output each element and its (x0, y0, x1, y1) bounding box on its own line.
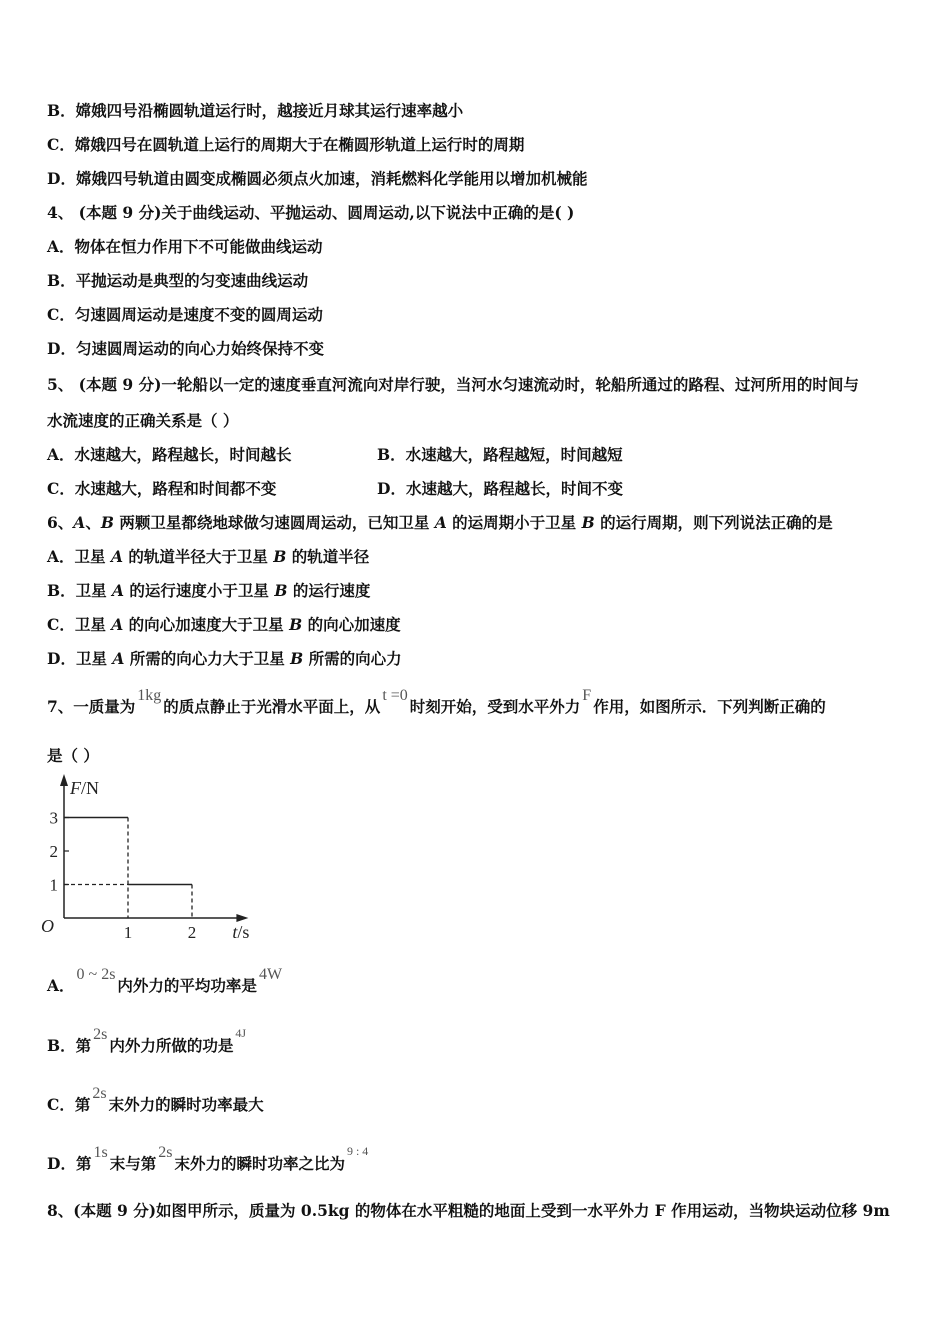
q6-option-var: A (112, 581, 125, 600)
x-axis-label (232, 922, 249, 942)
q7-text: 7、一质量为 (47, 697, 136, 716)
q7-math-interval: 2s (92, 1085, 107, 1102)
q4-option-a: A．物体在恒力作用下不可能做曲线运动 (47, 237, 323, 256)
q4-option-d: D．匀速圆周运动的向心力始终保持不变 (47, 339, 324, 358)
x-axis-unit: /s (237, 922, 250, 942)
q6-option-mid: 的向心加速度大于卫星 (123, 615, 290, 634)
q7-math-interval: 0 ~ 2s (76, 966, 116, 983)
q6-option-mid: 所需的向心力大于卫星 (124, 649, 291, 668)
q5-option-a: A．水速越大，路程越长，时间越长 (47, 445, 292, 464)
q6-option-d (47, 648, 402, 670)
q7-text: 的质点静止于光滑水平面上，从 (163, 697, 381, 716)
q6-option-var: B (274, 581, 288, 600)
q7-stem-line2: 是（ ） (47, 746, 99, 765)
q5-option-c: C．水速越大，路程和时间都不变 (47, 479, 277, 498)
q6-number: 6、 (47, 513, 74, 532)
q6-var-a: A (73, 513, 86, 532)
q6-option-a (47, 546, 369, 568)
q6-option-mid: 的轨道半径大于卫星 (122, 547, 274, 566)
q7-option-label: B．第 (47, 1036, 92, 1055)
q7-math-power: 4W (258, 966, 283, 983)
q5-stem-line2: 水流速度的正确关系是（ ） (47, 411, 239, 430)
q7-option-label: D．第 (47, 1154, 92, 1173)
q6-option-var: B (290, 649, 304, 668)
q6-option-mid: 的运行速度小于卫星 (124, 581, 275, 600)
q6-option-var: B (273, 547, 287, 566)
q4-option-c: C．匀速圆周运动是速度不变的圆周运动 (47, 305, 323, 324)
q8-stem: 8、(本题 9 分)如图甲所示，质量为 0.5kg 的物体在水平粗糙的地面上受到一水平外力 F 作用运动，当物块运动位移 9m (47, 1201, 890, 1220)
q6-option-end: 的运行速度 (287, 581, 371, 600)
q6-stem-mid2: 的运周期小于卫星 (446, 513, 582, 532)
q6-option-label: B．卫星 (47, 581, 112, 600)
q7-math-interval: 1s (93, 1144, 108, 1161)
q3-option-c: C．嫦娥四号在圆轨道上运行的周期大于在椭圆形轨道上运行时的周期 (47, 135, 525, 154)
q6-option-var: A (111, 615, 124, 634)
q7-option-d (47, 1144, 370, 1176)
x-tick-label: 1 (123, 923, 133, 942)
q6-option-var: A (110, 547, 123, 566)
q7-text: 作用，如图所示．下列判断正确的 (593, 697, 826, 716)
graph-marks (64, 818, 192, 919)
y-tick-label: 2 (49, 842, 58, 861)
q6-separator: 、 (85, 513, 101, 532)
y-tick-label: 1 (49, 875, 58, 895)
q6-var-b2: B (581, 513, 595, 532)
q6-option-var: B (289, 615, 303, 634)
q7-math-mass: 1kg (137, 687, 162, 704)
q3-option-b: B．嫦娥四号沿椭圆轨道运行时，越接近月球其运行速率越小 (47, 101, 464, 120)
y-axis-var: F (70, 778, 81, 798)
q6-option-end: 的向心加速度 (302, 615, 401, 634)
q7-option-c (47, 1085, 264, 1117)
q6-stem-end: 的运行周期，则下列说法正确的是 (594, 513, 833, 532)
origin-label: O (41, 916, 54, 936)
q7-stem-line1 (47, 687, 826, 719)
q6-var-a2: A (434, 513, 447, 532)
y-axis-arrow (60, 774, 68, 786)
q7-option-text: 末与第 (109, 1154, 157, 1173)
q6-option-var: A (112, 649, 125, 668)
q6-option-label: A．卫星 (47, 547, 111, 566)
q6-stem (47, 512, 833, 534)
q7-math-interval: 2s (93, 1026, 108, 1043)
q7-math-ratio: 9 : 4 (346, 1144, 369, 1158)
q7-math-interval: 2s (158, 1144, 173, 1161)
q6-option-end: 所需的向心力 (303, 649, 402, 668)
q6-option-label: D．卫星 (47, 649, 113, 668)
q7-text: 时刻开始，受到水平外力 (409, 697, 581, 716)
x-axis-arrow (236, 914, 248, 922)
q6-stem-mid: 两颗卫星都绕地球做匀速圆周运动，已知卫星 (113, 513, 435, 532)
x-axis-var: t (232, 922, 238, 942)
q6-option-c (47, 614, 401, 636)
q7-math-force: F (582, 687, 592, 704)
y-axis-label (69, 778, 99, 798)
q7-option-text: 内外力所做的功是 (109, 1036, 234, 1055)
y-tick-label: 3 (49, 808, 58, 828)
q5-option-d: D．水速越大，路程越长，时间不变 (377, 479, 623, 498)
q7-option-label: A． (47, 976, 75, 995)
q7-option-label: C．第 (47, 1095, 91, 1114)
q7-option-b (47, 1026, 248, 1058)
force-time-graph (40, 772, 260, 947)
q6-option-label: C．卫星 (47, 615, 112, 634)
q7-option-text: 内外力的平均功率是 (117, 976, 257, 995)
q6-option-b (47, 580, 370, 602)
q5-option-b: B．水速越大，路程越短，时间越短 (377, 445, 623, 464)
q7-option-text: 末外力的瞬时功率之比为 (174, 1154, 345, 1173)
q7-math-time: t =0 (382, 687, 408, 704)
q7-option-a (47, 966, 284, 998)
q7-math-work: 4J (235, 1026, 247, 1040)
q3-option-d: D．嫦娥四号轨道由圆变成椭圆必须点火加速，消耗燃料化学能用以增加机械能 (47, 169, 588, 188)
q4-option-b: B．平抛运动是典型的匀变速曲线运动 (47, 271, 309, 290)
x-tick-label: 2 (187, 923, 197, 942)
q6-var-b: B (100, 513, 114, 532)
q4-stem: 4、 (本题 9 分)关于曲线运动、平抛运动、圆周运动,以下说法中正确的是( ) (47, 203, 575, 222)
q7-option-text: 末外力的瞬时功率最大 (108, 1095, 264, 1114)
y-axis-unit: /N (81, 778, 99, 798)
q6-option-end: 的轨道半径 (286, 547, 370, 566)
q5-stem-line1: 5、 (本题 9 分)一轮船以一定的速度垂直河流向对岸行驶，当河水匀速流动时，轮船所通过的路程、过河所用的时间与 (47, 375, 859, 394)
